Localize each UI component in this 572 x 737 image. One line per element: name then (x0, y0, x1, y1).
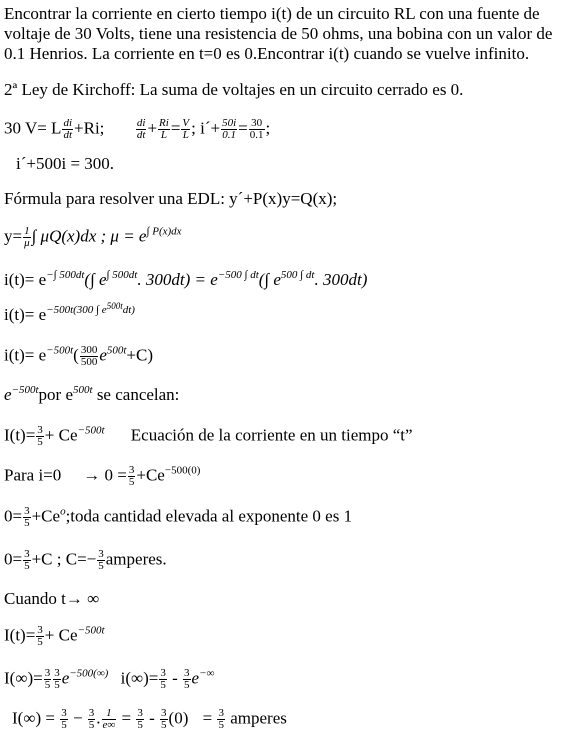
fraction: $\frac{V}{L}$ (182, 117, 190, 141)
kvl-equation: 30 V= L $\frac{di}{dt}$ +Ri; $\frac{di}{dt}$ + $\frac{Ri}{L}$ = $\frac{V}{L}$ ; i´+ $\frac{50i}{0.1}$ = $\frac{30}{0.1}$ ; (4, 117, 271, 141)
fraction: $\frac{3}{5}$ (24, 505, 30, 529)
fraction: $\frac{3}{5}$ (218, 707, 224, 731)
fraction: $\frac{3}{5}$ (128, 464, 135, 488)
fraction: $\frac{3}{5}$ (44, 667, 51, 691)
repeat-equation: I(t)= $\frac{3}{5}$ + $Ce^{-500t}$ (4, 624, 105, 648)
step-1: $i(t)= e^{-\int 500dt}(\int$ $e^{\int 500dt}$. $300dt) = e^{-500 \int dt}(\int$ $e^{500 \int dt}$. 300dt) (4, 269, 368, 289)
fraction: $\frac{3}{5}$ (61, 707, 67, 731)
fraction: $\frac{3}{5}$ (98, 548, 104, 572)
fraction: $\frac{3}{5}$ (54, 667, 60, 691)
final-equation: I(∞) = $\frac{3}{5}$ − $\frac{3}{5}$ . $\frac{1}{e\infty}$ = $\frac{3}{5}$ - $\frac{3}{5}$ (0) = $\frac{3}{5}$ amperes (12, 707, 287, 731)
simplified-equation: i´+500i = 300. (16, 154, 115, 173)
step-3: $i(t)= e^{-500t}$( $\frac{300}{500}$ $e^{500t}+C$) (4, 344, 154, 368)
fraction: $\frac{3}{5}$ (24, 548, 30, 572)
fraction: $\frac{Ri}{L}$ (159, 117, 169, 141)
fraction: $\frac{1}{e\infty}$ (102, 707, 116, 731)
problem-line-1: Encontrar la corriente en cierto tiempo i(t) de un circuito RL con una fuente de (4, 4, 540, 23)
fraction: $\frac{300}{500}$ (80, 344, 98, 368)
initial-condition: Para i=0 → 0 = $\frac{3}{5}$ $+Ce^{-500(0)}$ (4, 464, 201, 488)
fraction: $\frac{1}{\mu}$ (24, 225, 30, 249)
fraction: $\frac{3}{5}$ (37, 424, 43, 448)
fraction: $\frac{3}{5}$ (161, 707, 167, 731)
step-2: $i(t)= e^{-500t(300 \int e500tdt)}$ (4, 301, 135, 324)
fraction: $\frac{di}{dt}$ (136, 117, 146, 141)
edl-formula: Fórmula para resolver una EDL: y´+P(x)y=Q(x); (4, 189, 338, 208)
fraction: $\frac{3}{5}$ (137, 707, 143, 731)
kirchhoff-law: 2ª Ley de Kirchoff: La suma de voltajes en un circuito cerrado es 0. (4, 80, 464, 99)
cancel-line: $e^{-500t}por$ $e^{500t}$ se cancelan: (4, 384, 180, 404)
fraction: $\frac{3}{5}$ (88, 707, 95, 731)
problem-line-3: 0.1 Henrios. La corriente en t=0 es 0.Encontrar i(t) cuando se vuelve infinito. (4, 44, 530, 63)
fraction: $\frac{50i}{0.1}$ (222, 117, 237, 141)
fraction: $\frac{30}{0.1}$ (249, 117, 264, 141)
fraction-di-dt: $\frac{di}{dt}$ (63, 117, 73, 141)
solution-formula: y= $\frac{1}{\mu}$ ∫ μQ(x)dx ; $\mu = e^{\int P(x)dx}$ (4, 225, 182, 249)
current-equation: I(t)= $\frac{3}{5}$ + $Ce^{-500t}$ Ecuación de la corriente en un tiempo “t” (4, 424, 413, 448)
problem-line-2: voltaje de 30 Volts, tiene una resistencia de 50 ohms, una bobina con un valor de (4, 24, 553, 43)
c-value: 0= $\frac{3}{5}$ +C ; C=− $\frac{3}{5}$ amperes. (4, 548, 167, 572)
fraction: $\frac{3}{5}$ (184, 667, 190, 691)
limit-label: Cuando t→ ∞ (4, 589, 100, 608)
fraction: $\frac{3}{5}$ (37, 624, 43, 648)
zero-step: 0= $\frac{3}{5}$ $+Ce^o;toda$ cantidad elevada al exponente 0 es 1 (4, 505, 353, 529)
infinity-equation: I(∞)= $\frac{3}{5}$ $\frac{3}{5}$ $e^{-500(\infty)}$ i(∞)= $\frac{3}{5}$ - $\frac{3}{5}$ e−∞ (4, 667, 215, 691)
fraction: $\frac{3}{5}$ (160, 667, 166, 691)
